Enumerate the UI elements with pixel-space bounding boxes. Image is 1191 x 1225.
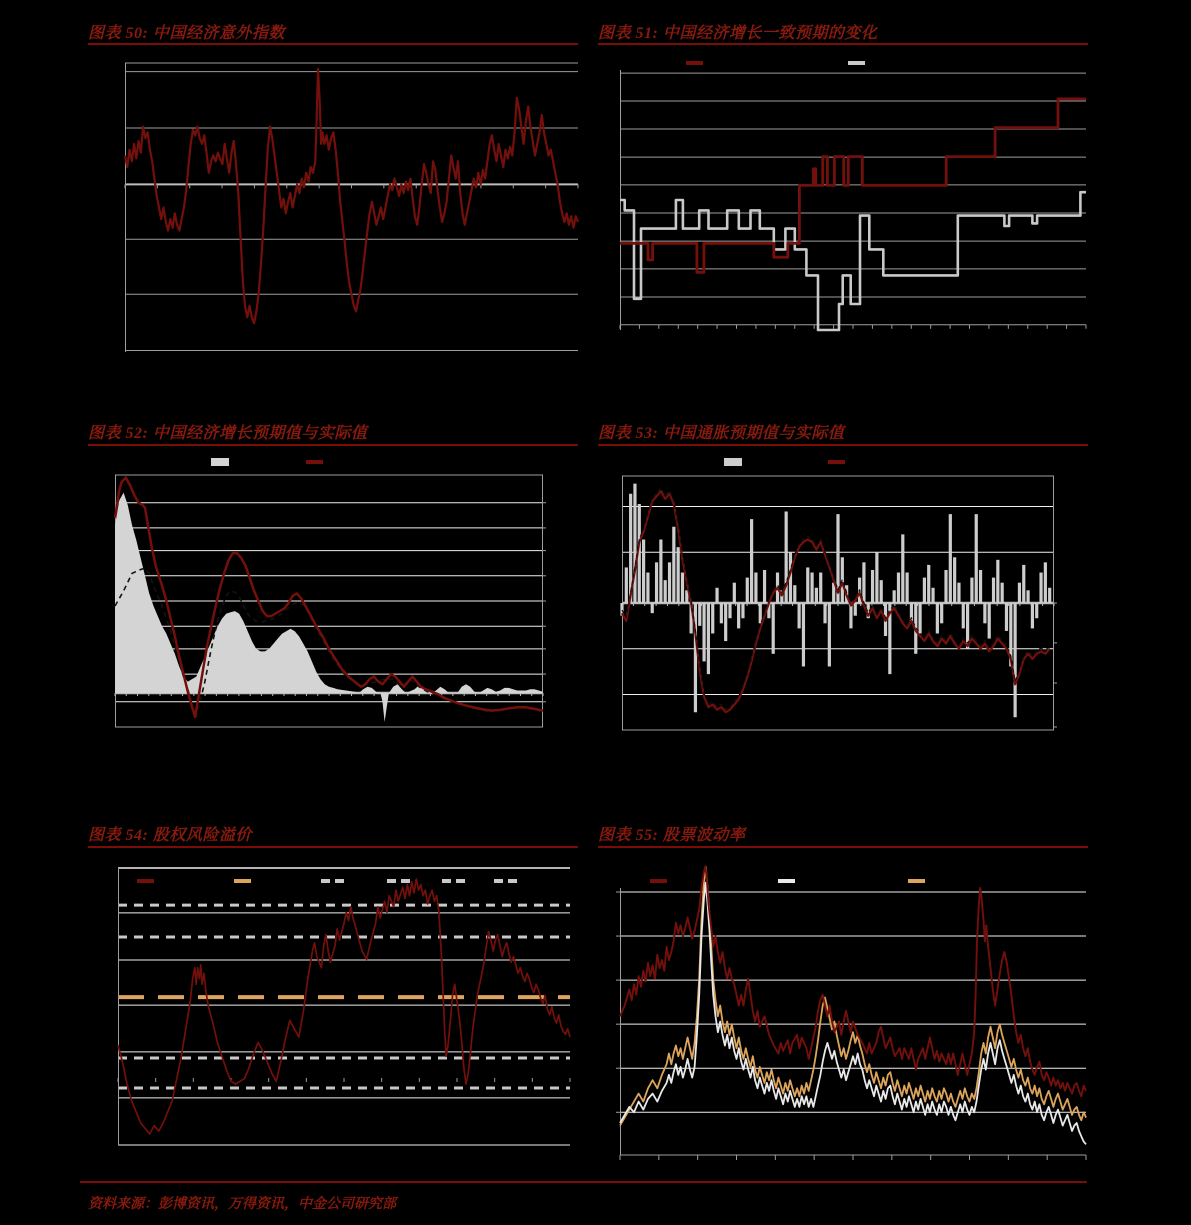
legend-marker-box: [211, 458, 229, 466]
figure-55-title: 图表 55: 股票波动率: [598, 827, 746, 844]
figure-52-chart: [115, 475, 543, 727]
figure-54-title: 图表 54: 股权风险溢价: [88, 827, 252, 844]
legend-marker-box: [724, 458, 742, 466]
figure-52-title: 图表 52: 中国经济增长预期值与实际值: [88, 425, 368, 442]
figure-53-legend: [598, 457, 1064, 467]
figure-54-title-rule: [88, 846, 578, 848]
figure-51-title: 图表 51: 中国经济增长一致预期的变化: [598, 25, 878, 42]
figure-50-chart: [125, 63, 578, 352]
figure-52-title-rule: [88, 444, 578, 446]
figure-51-title-rule: [598, 43, 1088, 45]
figure-53-title-rule: [598, 444, 1088, 446]
figure-54-chart: [118, 868, 570, 1145]
figure-50-title-rule: [88, 43, 578, 45]
figure-51-chart: [620, 70, 1086, 330]
figure-55-chart: [620, 864, 1086, 1155]
figure-55-title-rule: [598, 846, 1088, 848]
legend-marker-dash: [828, 460, 845, 464]
figure-53-chart: [622, 476, 1054, 730]
figure-51-legend: [598, 58, 1064, 68]
figure-50-title: 图表 50: 中国经济意外指数: [88, 25, 285, 42]
figure-53-title: 图表 53: 中国通胀预期值与实际值: [598, 425, 845, 442]
source-note: 资料来源：彭博资讯，万得资讯，中金公司研究部: [88, 1197, 396, 1212]
legend-marker-dash: [306, 460, 323, 464]
legend-marker-dash: [848, 61, 865, 65]
footer-rule: [80, 1181, 1087, 1183]
legend-marker-dash: [686, 61, 703, 65]
figure-52-legend: [88, 457, 554, 467]
